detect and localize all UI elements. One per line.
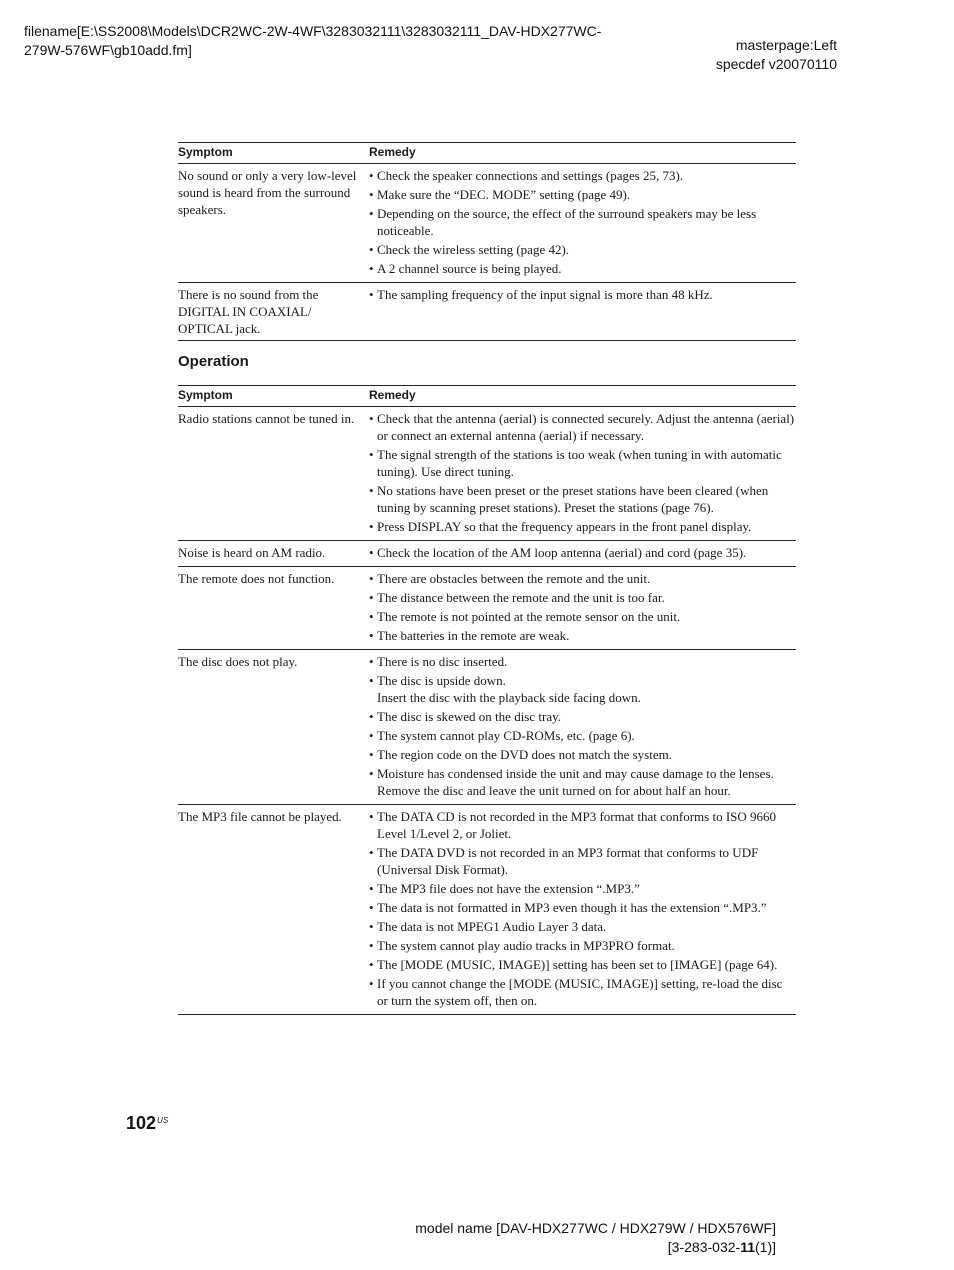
remedy-item-continuation: Insert the disc with the playback side facing down.: [377, 690, 641, 705]
remedy-item: • The system cannot play audio tracks in MP3PRO format.: [369, 937, 796, 954]
filename-line-2: 279W-576WF\gb10add.fm]: [24, 42, 192, 58]
column-header-remedy: Remedy: [369, 143, 796, 164]
remedy-cell: [369, 283, 796, 341]
model-footer: [415, 1219, 776, 1257]
remedy-item-text: The disc is upside down.: [377, 673, 506, 688]
column-header-symptom: Symptom: [178, 386, 369, 407]
remedy-item: • The distance between the remote and the unit is too far.: [369, 589, 796, 606]
symptom-cell: The remote does not function.: [178, 567, 369, 650]
remedy-item: • There are obstacles between the remote and the unit.: [369, 570, 796, 587]
code-prefix: [3-283-032-: [667, 1239, 741, 1255]
remedy-item: • There is no disc inserted.: [369, 653, 796, 670]
remedy-item: • The MP3 file does not have the extension “.MP3.”: [369, 880, 796, 897]
page-content: [178, 142, 796, 1015]
remedy-item: • The disc is skewed on the disc tray.: [369, 708, 796, 725]
remedy-item: • The data is not MPEG1 Audio Layer 3 data.: [369, 918, 796, 935]
remedy-item: • The signal strength of the stations is too weak (when tuning in with automatic tuning). Use direct tuning.: [369, 446, 796, 480]
section-title-operation: Operation: [178, 353, 249, 370]
remedy-item: • The data is not formatted in MP3 even though it has the extension “.MP3.”: [369, 899, 796, 916]
remedy-item: • The remote is not pointed at the remote sensor on the unit.: [369, 608, 796, 625]
specdef-label: specdef v20070110: [715, 56, 837, 72]
troubleshooting-table-operation: [178, 385, 796, 1015]
symptom-cell: There is no sound from the DIGITAL IN COAXIAL/ OPTICAL jack.: [178, 283, 369, 341]
remedy-item: • The sampling frequency of the input signal is more than 48 kHz.: [369, 286, 796, 303]
table-row: [178, 283, 796, 341]
page-region: US: [157, 1116, 169, 1125]
symptom-cell: No sound or only a very low-level sound is heard from the surround speakers.: [178, 168, 357, 217]
table-row: [178, 567, 796, 650]
remedy-cell: [369, 407, 796, 541]
remedy-item: • Check the speaker connections and settings (pages 25, 73).: [369, 167, 796, 184]
remedy-cell: [369, 164, 796, 283]
remedy-item: • No stations have been preset or the preset stations have been cleared (when tuning by scanning preset stations). Preset the stations (page 76).: [369, 482, 796, 516]
symptom-cell: Radio stations cannot be tuned in.: [178, 411, 355, 426]
table-row: [178, 164, 796, 283]
filename-line-1: filename[E:\SS2008\Models\DCR2WC-2W-4WF\3283032111\3283032111_DAV-HDX277WC-: [24, 23, 602, 39]
remedy-item: • The [MODE (MUSIC, IMAGE)] setting has been set to [IMAGE] (page 64).: [369, 956, 796, 973]
remedy-item: • The DATA CD is not recorded in the MP3 format that conforms to ISO 9660 Level 1/Level 2, or Joliet.: [369, 808, 796, 842]
symptom-cell: The MP3 file cannot be played.: [178, 805, 369, 1015]
table-row: [178, 407, 796, 541]
remedy-cell: [369, 805, 796, 1015]
remedy-item: [369, 672, 796, 706]
table-row: [178, 805, 796, 1015]
table-row: [178, 541, 796, 567]
remedy-item: • The batteries in the remote are weak.: [369, 627, 796, 644]
document-code: [415, 1238, 776, 1257]
remedy-item: • Press DISPLAY so that the frequency appears in the front panel display.: [369, 518, 796, 535]
remedy-item: • A 2 channel source is being played.: [369, 260, 796, 277]
filename-header: [24, 22, 664, 60]
masterpage-label: masterpage:Left: [735, 37, 837, 53]
column-header-remedy: Remedy: [369, 386, 796, 407]
code-bold: 11: [740, 1239, 755, 1255]
troubleshooting-table-sound: [178, 142, 796, 341]
column-header-symptom: Symptom: [178, 143, 369, 164]
remedy-item: • Moisture has condensed inside the unit and may cause damage to the lenses. Remove the disc and leave the unit turned on for about half an hour.: [369, 765, 796, 799]
code-suffix: (1)]: [755, 1239, 776, 1255]
remedy-cell: [369, 541, 796, 567]
page-number: [126, 1113, 168, 1134]
symptom-cell: Noise is heard on AM radio.: [178, 541, 369, 567]
remedy-item: • The DATA DVD is not recorded in an MP3 format that conforms to UDF (Universal Disk Format).: [369, 844, 796, 878]
remedy-item: • Check the location of the AM loop antenna (aerial) and cord (page 35).: [369, 544, 796, 561]
page-number-value: 102: [126, 1113, 157, 1133]
model-name: model name [DAV-HDX277WC / HDX279W / HDX576WF]: [415, 1220, 776, 1236]
table-row: [178, 650, 796, 805]
remedy-item: • Make sure the “DEC. MODE” setting (page 49).: [369, 186, 796, 203]
remedy-item: • Depending on the source, the effect of the surround speakers may be less noticeable.: [369, 205, 796, 239]
remedy-item: • If you cannot change the [MODE (MUSIC, IMAGE)] setting, re-load the disc or turn the system off, then on.: [369, 975, 796, 1009]
remedy-item: • Check the wireless setting (page 42).: [369, 241, 796, 258]
remedy-cell: [369, 650, 796, 805]
remedy-cell: [369, 567, 796, 650]
remedy-item: • The region code on the DVD does not match the system.: [369, 746, 796, 763]
remedy-item: • Check that the antenna (aerial) is connected securely. Adjust the antenna (aerial) or connect an external antenna (aerial) if necessary.: [369, 410, 796, 444]
remedy-item: • The system cannot play CD-ROMs, etc. (page 6).: [369, 727, 796, 744]
symptom-cell: The disc does not play.: [178, 650, 369, 805]
masterpage-header: [716, 36, 837, 74]
